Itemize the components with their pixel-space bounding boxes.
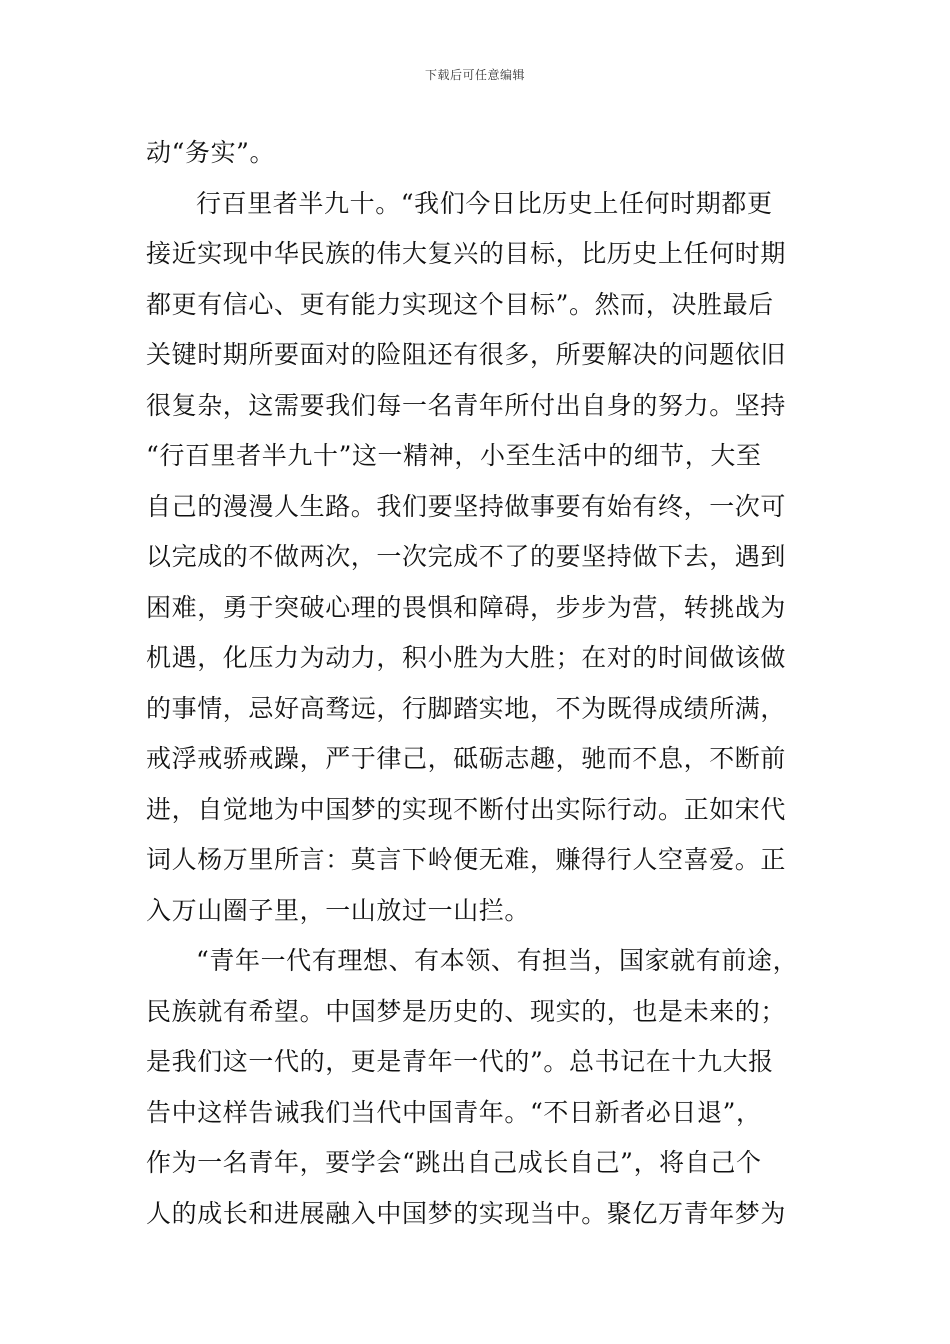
text-line: 人的成长和进展融入中国梦的实现当中。聚亿万青年梦为 xyxy=(146,1198,787,1228)
text-line: 关键时期所要面对的险阻还有很多，所要解决的问题依旧 xyxy=(146,340,787,369)
text-line: 动“务实”。 xyxy=(146,138,276,167)
page-header: 下载后可任意编辑 xyxy=(424,68,525,82)
text-line: 接近实现中华民族的伟大复兴的目标，比历史上任何时期 xyxy=(146,239,787,268)
paragraph-start-line: “青年一代有理想、有本领、有担当，国家就有前途， xyxy=(196,946,799,975)
text-line: 入万山圈子里，一山放过一山拦。 xyxy=(146,895,531,925)
text-line: 困难，勇于突破心理的畏惧和障碍，步步为营，转挑战为 xyxy=(146,592,787,622)
text-line: 民族就有希望。中国梦是历史的、现实的，也是未来的； xyxy=(146,996,787,1026)
text-line: “行百里者半九十”这一精神，小至生活中的细节，大至 xyxy=(146,441,762,470)
text-line: 作为一名青年，要学会“跳出自己成长自己”，将自己个 xyxy=(146,1148,762,1177)
text-line: 机遇，化压力为动力，积小胜为大胜；在对的时间做该做 xyxy=(146,643,787,672)
text-line: 是我们这一代的，更是青年一代的”。总书记在十九大报 xyxy=(146,1047,774,1076)
body-text xyxy=(146,128,806,1239)
text-line: 的事情，忌好高骛远，行脚踏实地，不为既得成绩所满， xyxy=(146,693,787,723)
paragraph-start-line: 行百里者半九十。“我们今日比历史上任何时期都更 xyxy=(196,188,773,218)
text-line: 以完成的不做两次，一次完成不了的要坚持做下去，遇到 xyxy=(146,542,787,571)
text-line: 很复杂，这需要我们每一名青年所付出自身的努力。坚持 xyxy=(146,390,787,420)
text-line: 自己的漫漫人生路。我们要坚持做事要有始有终，一次可 xyxy=(146,491,787,521)
text-line: 戒浮戒骄戒躁，严于律己，砥砺志趣，驰而不息，不断前 xyxy=(146,744,787,773)
text-line: 进，自觉地为中国梦的实现不断付出实际行动。正如宋代 xyxy=(146,794,787,824)
text-line: 都更有信心、更有能力实现这个目标”。然而，决胜最后 xyxy=(146,289,774,319)
text-line: 词人杨万里所言：莫言下岭便无难，赚得行人空喜爱。正 xyxy=(146,845,787,874)
text-line: 告中这样告诫我们当代中国青年。“不日新者必日退”， xyxy=(146,1097,762,1127)
